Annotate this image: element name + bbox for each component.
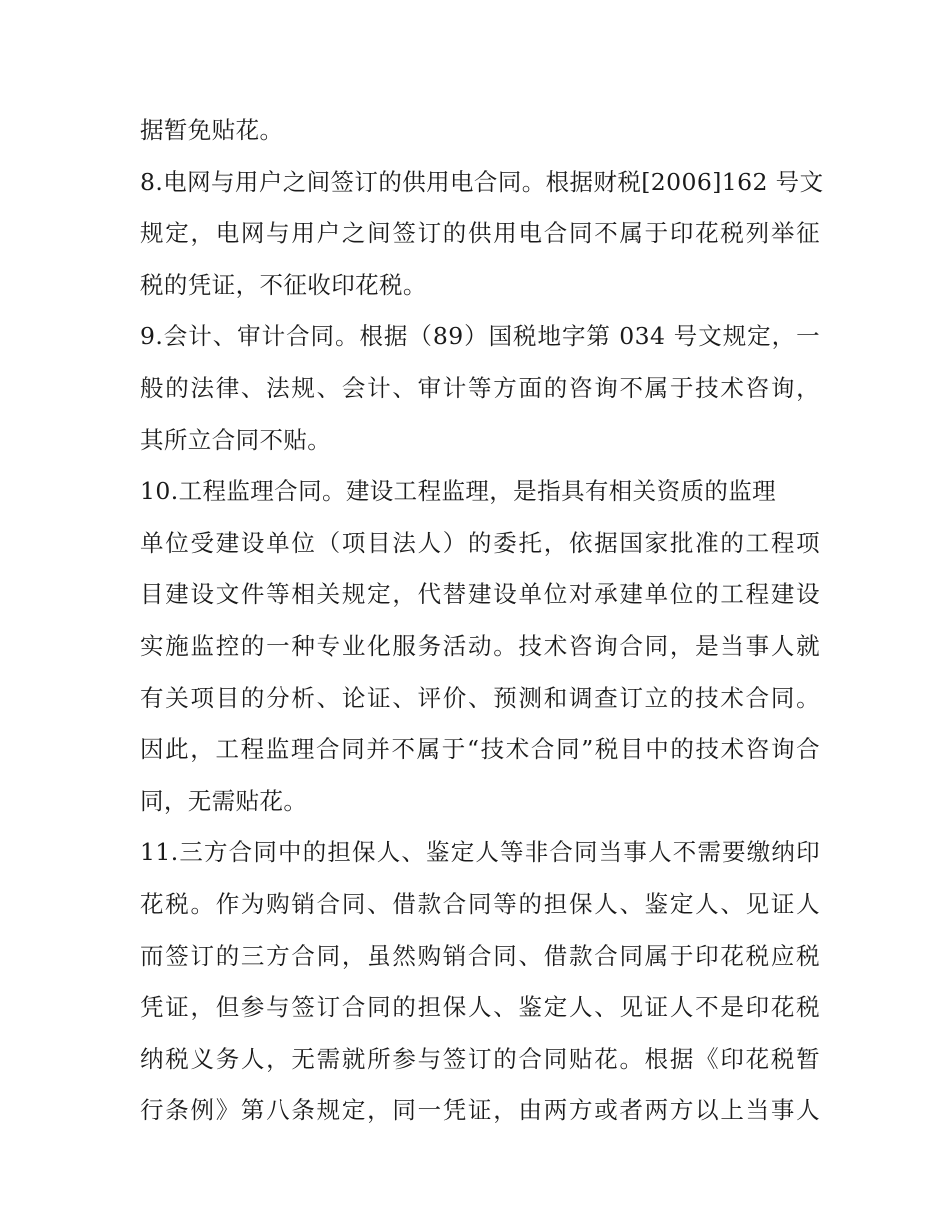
text-line: 而签订的三方合同，虽然购销合同、借款合同属于印花税应税 (140, 941, 820, 970)
text-line: 其所立合同不贴。 (140, 425, 332, 454)
text-line: 9.会计、审计合同。根据（89）国税地字第 034 号文规定，一 (140, 322, 820, 351)
text-line: 8.电网与用户之间签订的供用电合同。根据财税[2006]162 号文 (140, 167, 824, 196)
text-line: 10.工程监理合同。建设工程监理，是指具有相关资质的监理 (140, 477, 777, 506)
text-line: 因此，工程监理合同并不属于“技术合同”税目中的技术咨询合 (140, 735, 820, 764)
text-line: 凭证，但参与签订合同的担保人、鉴定人、见证人不是印花税 (140, 993, 820, 1022)
text-line: 同，无需贴花。 (140, 786, 308, 815)
body-text (140, 105, 824, 1137)
text-line: 有关项目的分析、论证、评价、预测和调查订立的技术合同。 (140, 683, 820, 712)
text-line: 行条例》第八条规定，同一凭证，由两方或者两方以上当事人 (140, 1096, 820, 1125)
text-line: 11.三方合同中的担保人、鉴定人等非合同当事人不需要缴纳印 (140, 838, 820, 867)
text-line: 花税。作为购销合同、借款合同等的担保人、鉴定人、见证人 (140, 889, 820, 918)
text-line: 单位受建设单位（项目法人）的委托，依据国家批准的工程项 (140, 528, 820, 557)
text-line: 般的法律、法规、会计、审计等方面的咨询不属于技术咨询， (140, 373, 820, 402)
text-line: 规定，电网与用户之间签订的供用电合同不属于印花税列举征 (140, 219, 820, 248)
text-line: 税的凭证，不征收印花税。 (140, 270, 427, 299)
text-line: 据暂免贴花。 (140, 116, 284, 144)
text-line: 实施监控的一种专业化服务活动。技术咨询合同，是当事人就 (140, 631, 820, 660)
text-line: 纳税义务人，无需就所参与签订的合同贴花。根据《印花税暂 (140, 1044, 820, 1073)
text-line: 目建设文件等相关规定，代替建设单位对承建单位的工程建设 (140, 580, 820, 609)
